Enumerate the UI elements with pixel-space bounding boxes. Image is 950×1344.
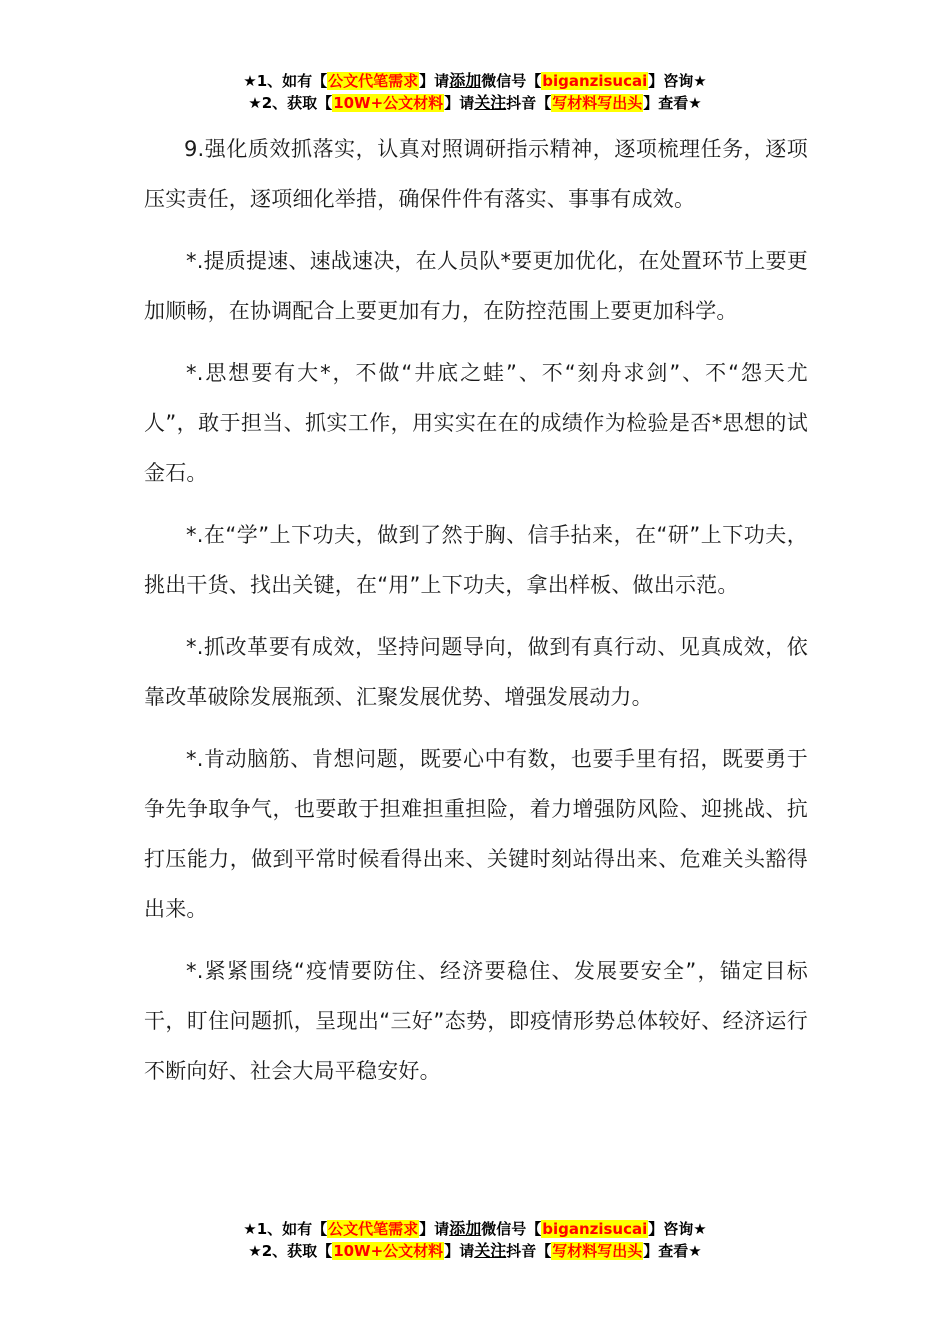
header-banner (0, 70, 950, 114)
paragraph: *.思想要有大*，不做“井底之蛙”、不“刻舟求剑”、不“怨天尤人”，敢于担当、抓实工作，用实实在在的成绩作为检验是否*思想的试金石。 (144, 361, 808, 485)
banner-emphasis: 添加 (449, 1219, 482, 1238)
banner-line-2 (0, 1240, 950, 1262)
banner-text: ★1、如有【 (243, 72, 328, 90)
banner-highlight: 公文代笔需求 (328, 1220, 419, 1238)
banner-highlight: 10W+公文材料 (333, 1242, 444, 1260)
banner-emphasis: 关注 (474, 93, 507, 112)
banner-text: 】请 (444, 94, 475, 112)
banner-text: 】咨询★ (648, 72, 707, 90)
paragraph: *.抓改革要有成效，坚持问题导向，做到有真行动、见真成效，依靠改革破除发展瓶颈、汇聚发展优势、增强发展动力。 (144, 635, 808, 709)
banner-highlight: biganzisucai (542, 72, 648, 90)
banner-highlight: 写材料写出头 (552, 94, 643, 112)
banner-emphasis: 添加 (449, 71, 482, 90)
banner-highlight: biganzisucai (542, 1220, 648, 1238)
footer-banner (0, 1218, 950, 1262)
banner-text: 微信号【 (481, 72, 542, 90)
banner-highlight: 10W+公文材料 (333, 94, 444, 112)
banner-text: ★2、获取【 (248, 94, 333, 112)
banner-emphasis: 关注 (474, 1241, 507, 1260)
banner-text: 抖音【 (506, 1242, 552, 1260)
banner-line-1 (0, 1218, 950, 1240)
banner-text: 】咨询★ (648, 1220, 707, 1238)
paragraph: *.提质提速、速战速决，在人员队*要更加优化，在处置环节上要更加顺畅，在协调配合上要更加有力，在防控范围上要更加科学。 (144, 249, 808, 323)
banner-text: 】请 (419, 1220, 450, 1238)
banner-text: 抖音【 (506, 94, 552, 112)
paragraph: 9.强化质效抓落实，认真对照调研指示精神，逐项梳理任务，逐项压实责任，逐项细化举措，确保件件有落实、事事有成效。 (144, 137, 808, 211)
document-body (144, 124, 808, 1108)
banner-text: 】请 (444, 1242, 475, 1260)
banner-text: 微信号【 (481, 1220, 542, 1238)
banner-highlight: 写材料写出头 (552, 1242, 643, 1260)
banner-text: 】查看★ (643, 1242, 702, 1260)
banner-text: 】请 (419, 72, 450, 90)
banner-line-2 (0, 92, 950, 114)
banner-highlight: 公文代笔需求 (328, 72, 419, 90)
banner-text: ★1、如有【 (243, 1220, 328, 1238)
paragraph: *.在“学”上下功夫，做到了然于胸、信手拈来，在“研”上下功夫，挑出干货、找出关键，在“用”上下功夫，拿出样板、做出示范。 (144, 523, 808, 597)
paragraph: *.肯动脑筋、肯想问题，既要心中有数，也要手里有招，既要勇于争先争取争气，也要敢于担难担重担险，着力增强防风险、迎挑战、抗打压能力，做到平常时候看得出来、关键时刻站得出来、危难关头豁得出来。 (144, 747, 808, 921)
banner-text: 】查看★ (643, 94, 702, 112)
banner-text: ★2、获取【 (248, 1242, 333, 1260)
paragraph: *.紧紧围绕“疫情要防住、经济要稳住、发展要安全”，锚定目标干，盯住问题抓，呈现出“三好”态势，即疫情形势总体较好、经济运行不断向好、社会大局平稳安好。 (144, 959, 808, 1083)
banner-line-1 (0, 70, 950, 92)
